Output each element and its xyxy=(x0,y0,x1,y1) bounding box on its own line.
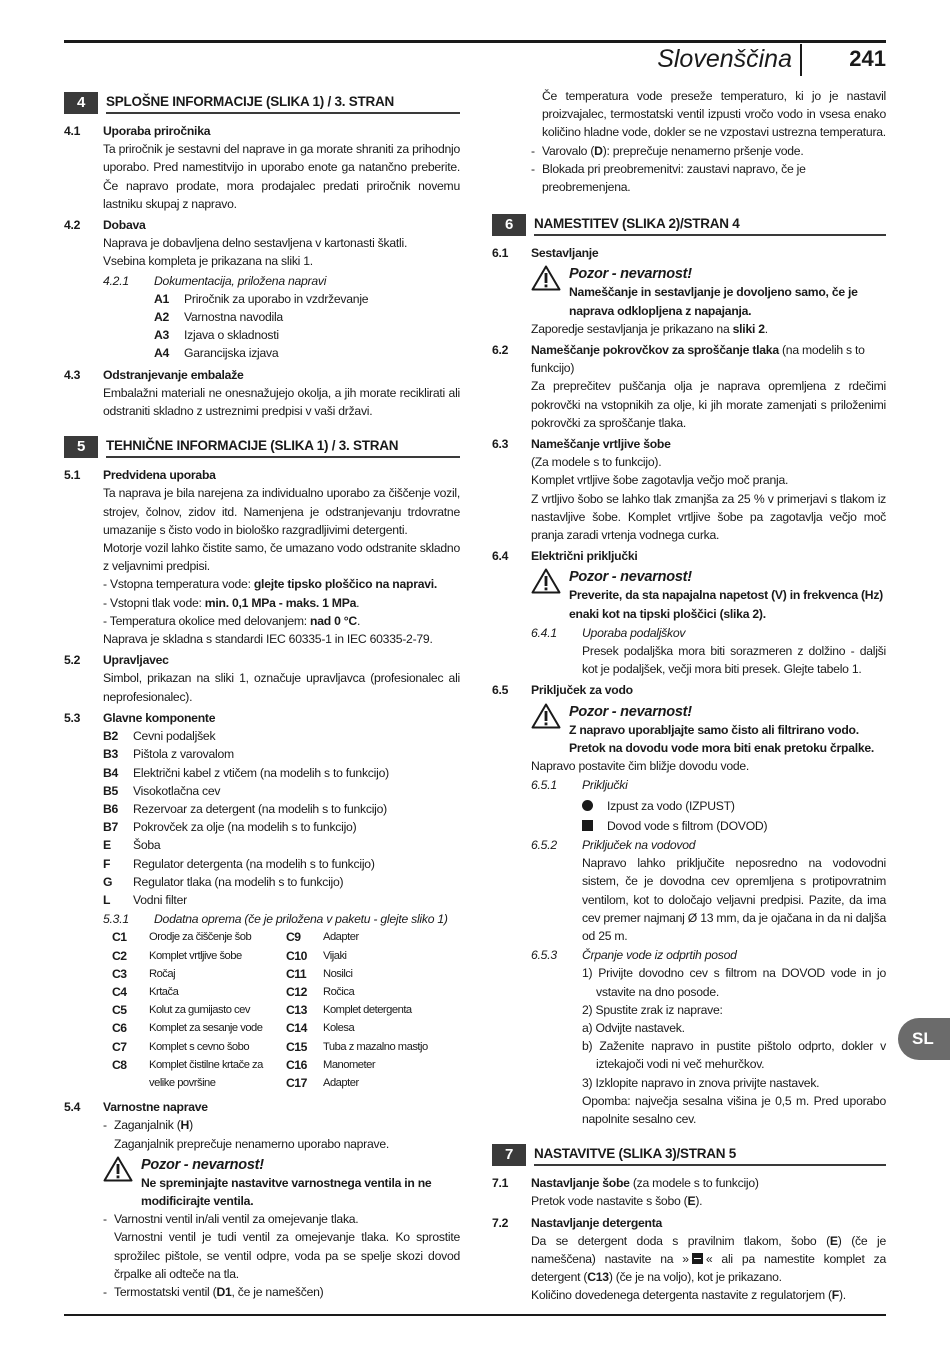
section-number: 7 xyxy=(492,1144,526,1166)
list-item: A3 Izjava o skladnosti xyxy=(154,328,279,343)
subsection-heading: 5.4 Varnostne naprave xyxy=(64,1100,208,1115)
list-item: F Regulator detergenta (na modelih s to funkcijo) xyxy=(103,856,375,871)
list-item: C14 Kolesa xyxy=(286,1021,355,1036)
list-item: A2 Varnostna navodila xyxy=(154,310,283,325)
paragraph: Pretok vode nastavite s šobo (E). xyxy=(531,1194,703,1209)
subsection-heading: 5.1 Predvidena uporaba xyxy=(64,468,216,483)
subsection-heading: 6.4 Električni priključki xyxy=(492,549,638,564)
dash-item: - Varovalo (D): preprečuje nenamerno pršenje vode. xyxy=(531,143,804,158)
list-item: C5 Kolut za gumijasto cev xyxy=(112,1003,250,1018)
accessories-table xyxy=(112,928,460,1092)
page-number: 241 xyxy=(849,46,886,71)
steps xyxy=(582,964,886,1128)
subsection-heading: 7.2 Nastavljanje detergenta xyxy=(492,1215,663,1230)
warning-triangle-icon xyxy=(531,568,561,594)
paragraph: Komplet vrtljive šobe zagotavlja večjo moč pranja. xyxy=(531,473,789,488)
paragraph: Ta priročnik je sestavni del naprave in ga morate shraniti za prihodnjo uporabo. Pred namestitvijo in uporabo enote ga natančno preberite. Če napravo prodate, mora prodajalec predati priročnik novemu lastniku skupaj z napravo. xyxy=(103,142,460,211)
language-title: Slovenščina xyxy=(657,45,792,73)
list-item: B5 Visokotlačna cev xyxy=(103,783,221,798)
subsection-heading: 6.5 Priključek za vodo xyxy=(492,683,633,698)
list-item: C9 Adapter xyxy=(286,930,359,945)
section-6-heading xyxy=(492,214,886,236)
list-item: C15 Tuba z mazalno mastjo xyxy=(286,1039,428,1054)
warning-box xyxy=(531,265,886,319)
section-7-heading xyxy=(492,1144,886,1166)
accessories-column xyxy=(112,928,286,1092)
paragraph: Naprava je dobavljena delno sestavljena v kartonasti škatli. xyxy=(103,236,408,251)
step: a) Odvijte nastavek. xyxy=(582,1020,685,1035)
list-item: B7 Pokrovček za olje (na modelih s to funkcijo) xyxy=(103,820,357,835)
low-pressure-minus-icon xyxy=(692,1253,703,1264)
connection-item: Izpust za vodo (IZPUST) xyxy=(582,797,886,815)
step: 1) Privijte dovodno cev s filtrom na DOVOD vode in jo vstavite na dno posode. xyxy=(582,966,886,999)
paragraph: (Za modele s to funkcijo). xyxy=(531,455,662,470)
list-item: B4 Električni kabel z vtičem (na modelih s to funkcijo) xyxy=(103,765,389,780)
warning-title: Pozor - nevarnost! xyxy=(569,703,692,720)
section-number: 4 xyxy=(64,92,98,114)
warning-triangle-icon xyxy=(531,703,561,729)
paragraph: Da se detergent doda s pravilnim tlakom, šobo (E) (če je nameščena) nastavite na » « ali pa namestite komplet za detergent (C13) (če je na voljo), kot je prikazano. xyxy=(531,1233,887,1285)
dash-item: - Termostatski ventil (D1, če je nameščen) xyxy=(103,1284,324,1299)
list-item: C4 Krtača xyxy=(112,984,179,999)
subsection-heading: 5.3 Glavne komponente xyxy=(64,710,216,725)
subsubsection-heading: 6.5.2 Priključek na vodovod xyxy=(531,837,696,852)
subsubsection-heading: 4.2.1 Dokumentacija, priložena napravi xyxy=(103,273,327,288)
list-item: L Vodni filter xyxy=(103,892,187,907)
paragraph: Če temperatura vode preseže temperaturo, ki jo je nastavil proizvajalec, termostatski ventil izpusti vročo vodo in vsesa enako količino hladne vode, dokler se ne vzpostavi ustrezna temperatura. xyxy=(542,89,886,140)
step: b) Zaženite napravo in pustite pištolo odprto, dokler v iztekajoči vodi ni več mehurčkov. xyxy=(582,1039,886,1072)
list-item: E Šoba xyxy=(103,838,161,853)
list-item: C16 Manometer xyxy=(286,1057,376,1072)
dash-item: - Blokada pri preobremenitvi: zaustavi napravo, če je preobremenjena. xyxy=(531,161,806,195)
subsection-heading: 6.3 Nameščanje vrtljive šobe xyxy=(492,437,671,452)
square-bullet-icon xyxy=(582,820,593,831)
warning-box xyxy=(531,568,886,622)
step: 2) Spustite zrak iz naprave: xyxy=(582,1002,723,1017)
section-title: NAMESTITEV (SLIKA 2)/STRAN 4 xyxy=(534,214,886,236)
paragraph: Ta naprava je bila narejena za individualno uporabo za čiščenje vozil, strojev, čolnov, zidov itd. Namenjena je odstranjevanju trdovratne umazanije s čisto vodo in biološko razgradljivimi detergenti. xyxy=(103,486,460,537)
section-4-heading xyxy=(64,92,460,114)
spec-line: - Temperatura okolice med delovanjem: nad 0 °C. xyxy=(103,613,361,628)
list-item: C7 Komplet s cevno šobo xyxy=(112,1039,250,1054)
subsection-heading: 6.1 Sestavljanje xyxy=(492,246,599,261)
language-side-tab: SL xyxy=(898,1018,950,1060)
list-item: C8 Komplet čistilne krtače za velike površine xyxy=(112,1057,263,1089)
paragraph: Z vrtljivo šobo se lahko tlak zmanjša za 25 % v primerjavi s tlakom iz nastavljive šobe. Komplet vrtljive šobe pa zagotavlja večjo moč pranja zaradi vrtenja vodnega curka. xyxy=(531,491,886,543)
paragraph: Za preprečitev puščanja olja je naprava opremljena z rdečimi pokrovčki na vstopnikih za olje, ki jih morate zamenjati s priloženimi pokrovčki za sproščanje tlaka. xyxy=(531,379,886,430)
list-item: A4 Garancijska izjava xyxy=(154,346,279,361)
subsection-heading: 6.2 Nameščanje pokrovčkov za sproščanje tlaka (na modelih s to funkcijo) xyxy=(492,343,865,376)
right-column xyxy=(492,88,886,1305)
subsubsection-heading: 6.5.1 Priključki xyxy=(531,778,628,793)
spec-line: - Vstopna temperatura vode: glejte tipsko ploščico na napravi. xyxy=(103,577,438,592)
warning-title: Pozor - nevarnost! xyxy=(569,266,692,283)
list-item: C2 Komplet vrtljive šobe xyxy=(112,948,242,963)
list-item: B3 Pištola z varovalom xyxy=(103,747,234,762)
section-title: NASTAVITVE (SLIKA 3)/STRAN 5 xyxy=(534,1144,886,1166)
components-list xyxy=(103,727,460,909)
subsection-heading: 4.2 Dobava xyxy=(64,218,146,233)
warning-text: Ne spreminjajte nastavitve varnostnega ventila in ne modificirajte ventila. xyxy=(141,1175,432,1208)
note: Opomba: največja sesalna višina je 0,5 m. Pred uporabo napolnite sesalno cev. xyxy=(582,1093,886,1126)
list-item: C13 Komplet detergenta xyxy=(286,1003,412,1018)
section-number: 6 xyxy=(492,214,526,236)
accessories-column xyxy=(286,928,460,1092)
warning-text: Nameščanje in sestavljanje je dovoljeno samo, če je naprava odklopljena z napajanja. xyxy=(569,285,858,318)
paragraph: Motorje vozil lahko čistite samo, če umazano vodo odstranite skladno z veljavnimi predpisi. xyxy=(103,541,460,574)
dash-item: - Varnostni ventil in/ali ventil za omejevanje tlaka. xyxy=(103,1212,359,1227)
connection-item: Dovod vode s filtrom (DOVOD) xyxy=(582,817,886,835)
list-item: G Regulator tlaka (na modelih s to funkcijo) xyxy=(103,874,344,889)
section-number: 5 xyxy=(64,436,98,458)
list-item: C10 Vijaki xyxy=(286,948,347,963)
subsection-heading: 4.3 Odstranjevanje embalaže xyxy=(64,367,244,382)
list-item: C11 Nosilci xyxy=(286,966,353,981)
list-item: A1 Priročnik za uporabo in vzdrževanje xyxy=(154,291,369,306)
subsection-heading: 7.1 Nastavljanje šobe (za modele s to funkcijo) xyxy=(492,1176,759,1191)
list-item: B6 Rezervoar za detergent (na modelih s to funkcijo) xyxy=(103,801,387,816)
section-title: SPLOŠNE INFORMACIJE (SLIKA 1) / 3. STRAN xyxy=(106,92,460,114)
warning-box xyxy=(531,703,886,757)
paragraph: Simbol, prikazan na sliki 1, označuje upravljavca (profesionalec ali neprofesionalec). xyxy=(103,671,460,704)
subsubsection-heading: 6.5.3 Črpanje vode iz odprtih posod xyxy=(531,948,737,963)
warning-title: Pozor - nevarnost! xyxy=(141,1156,264,1173)
subsubsection-heading: 5.3.1 Dodatna oprema (če je priložena v paketu - glejte sliko 1) xyxy=(103,912,448,927)
subsection-heading: 5.2 Upravljavec xyxy=(64,653,169,668)
paragraph: Zaganjalnik preprečuje nenamerno uporabo naprave. xyxy=(114,1136,390,1151)
paragraph: Zaporedje sestavljanja je prikazano na sliki 2. xyxy=(531,321,768,336)
warning-triangle-icon xyxy=(103,1156,133,1182)
section-5-heading xyxy=(64,436,460,458)
subsection-heading: 4.1 Uporaba priročnika xyxy=(64,124,211,138)
list-item: C3 Ročaj xyxy=(112,966,176,981)
paragraph: Varnostni ventil je tudi ventil za omejevanje tlaka. Ko sprostite sprožilec pištole, se ventil odpre, voda pa se spelje skozi dovod črpalke ali odteče na tla. xyxy=(114,1230,460,1281)
paragraph: Količino dovedenega detergenta nastavite z regulatorjem (F). xyxy=(531,1288,846,1303)
list-item: C6 Komplet za sesanje vode xyxy=(112,1021,263,1036)
warning-triangle-icon xyxy=(531,265,561,291)
paragraph: Embalažni materiali ne onesnažujejo okolja, a jih morate reciklirati ali odstraniti skladno z ustreznimi predpisi v vaši državi. xyxy=(103,385,460,419)
paragraph: Naprava je skladna s standardi IEC 60335-1 in IEC 60335-2-79. xyxy=(103,632,433,647)
paragraph: Vsebina kompleta je prikazana na sliki 1. xyxy=(103,254,313,269)
dash-item: - Zaganjalnik (H) xyxy=(103,1118,193,1133)
paragraph: Presek podaljška mora biti sorazmeren z dolžino - daljši kot je podaljšek, večji mora biti presek. Glejte tabelo 1. xyxy=(582,644,886,677)
list-item: C17 Adapter xyxy=(286,1075,359,1090)
warning-title: Pozor - nevarnost! xyxy=(569,569,692,586)
documentation-list xyxy=(154,290,460,363)
paragraph: Napravo postavite čim bližje dovodu vode. xyxy=(531,759,750,774)
paragraph: Napravo lahko priključite neposredno na vodovodni sistem, če je dovodna cev opremljena s protipovratnim ventilom, kot to določajo veljavni predpisi. Pazite, da ima cev premer najmanj Ø 13 mm, da je ojačana in da ni daljša od 25 m. xyxy=(582,856,886,943)
warning-text: Preverite, da sta napajalna napetost (V) in frekvenca (Hz) enaki kot na tipski ploščici (slika 2). xyxy=(569,588,883,621)
step: 3) Izklopite napravo in znova privijte nastavek. xyxy=(582,1075,820,1090)
list-item: C1 Orodje za čiščenje šob xyxy=(112,930,252,945)
left-column xyxy=(64,88,460,1301)
subsubsection-heading: 6.4.1 Uporaba podaljškov xyxy=(531,625,686,640)
list-item: C12 Ročica xyxy=(286,984,355,999)
circle-bullet-icon xyxy=(582,800,593,811)
spec-line: - Vstopni tlak vode: min. 0,1 MPa - maks. 1 MPa. xyxy=(103,595,360,610)
section-title: TEHNIČNE INFORMACIJE (SLIKA 1) / 3. STRAN xyxy=(106,436,460,458)
list-item: B2 Cevni podaljšek xyxy=(103,729,216,744)
warning-box xyxy=(103,1156,460,1210)
bottom-rule xyxy=(64,1314,886,1316)
top-rule xyxy=(64,40,886,43)
warning-text: Z napravo uporabljajte samo čisto ali filtrirano vodo. Pretok na dovodu vode mora biti enak pretoku črpalke. xyxy=(569,722,875,755)
header-divider xyxy=(800,44,802,76)
